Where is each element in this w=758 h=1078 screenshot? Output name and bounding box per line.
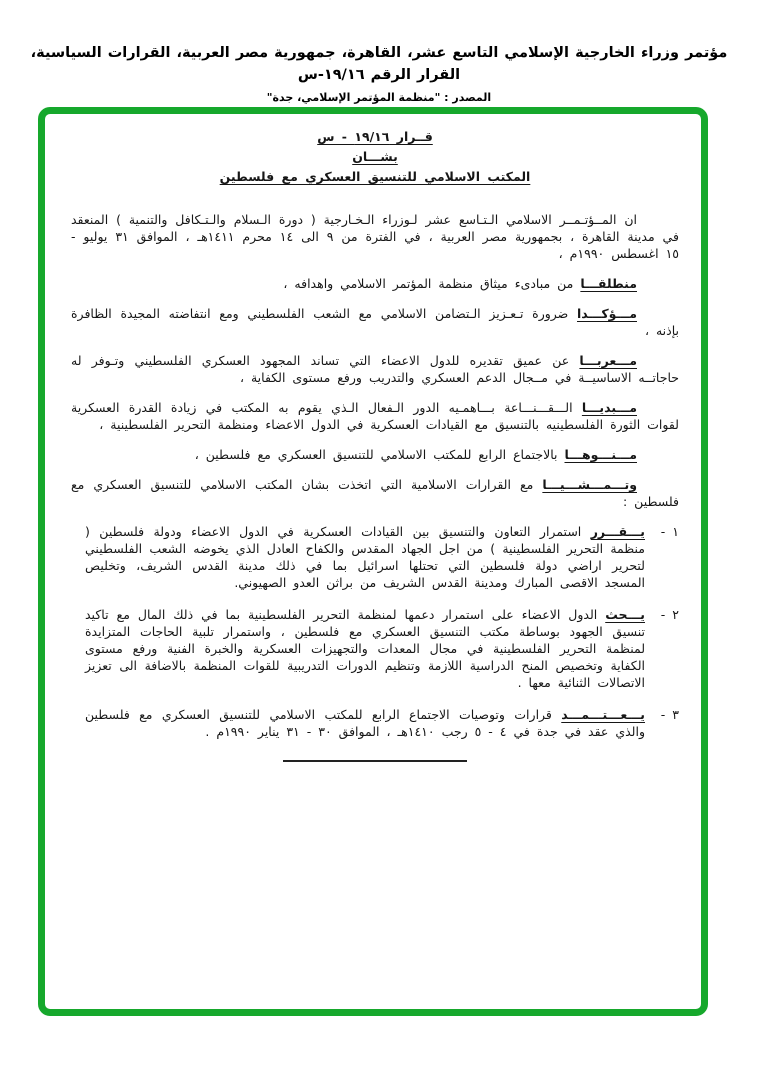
lead-word: مـــعربـــا	[579, 353, 637, 368]
preamble-paragraph	[71, 352, 679, 386]
resolution-title-block	[71, 128, 679, 185]
lead-word: منطلقـــا	[580, 276, 637, 291]
preamble-paragraph	[71, 305, 679, 339]
resolution-subject: المكتب الاسلامي للتنسيق العسكري مع فلسطين	[219, 169, 531, 184]
preamble-paragraph	[71, 446, 679, 463]
operative-items	[71, 523, 679, 740]
lead-word: مـــبديـــا	[581, 400, 637, 415]
item-text	[71, 523, 645, 591]
preamble-paragraph	[71, 476, 679, 510]
item-text	[71, 706, 645, 740]
preamble-paragraph	[71, 399, 679, 433]
closing-rule	[283, 760, 467, 762]
lead-word: مـــنـــوهـــا	[564, 447, 637, 462]
paragraph-text: الدول الاعضاء على استمرار دعمها لمنظمة التحرير الفلسطينية بما في ذلك المال مع تاكيد تنسيق الجهود بوساطة مكتب التنسيق العسكري مع فلسطين ، واستمرار تلبية الحاجات المتزايدة لمنظمة التحرير الفلسطينية في مجال المعدات والتجهيزات العسكرية والخبرة الفنية ورفع مستوى الكفاية وتخصيص المنح الدراسية اللازمة وتنظيم الدورات التدريبية للقوات المنظمة بالاضافة الى تعزيز الاتصالات الثنائية معها .	[85, 607, 645, 690]
paragraph-text: قرارات وتوصيات الاجتماع الرابع للمكتب الاسلامي للتنسيق العسكري مع فلسطين والذي عقد في جدة في ٤ - ٥ رجب ١٤١٠هـ ، الموافق ٣٠ - ٣١ يناير ١٩٩٠م .	[85, 707, 645, 739]
paragraph-text: عن عميق تقديره للدول الاعضاء التي تساند المجهود العسكري الفلسطيني وتـوفر له حاجاتــه الاساسيــة في مــجال الدعم العسكري والتدريب ورفع مستوى الكفاية ،	[71, 353, 679, 385]
lead-word: مـــؤكـــدا	[577, 306, 637, 321]
lead-word: يـــحث	[605, 607, 645, 622]
resolution-body	[71, 128, 679, 762]
item-number: ٢ -	[660, 607, 679, 622]
source-line: المصدر : "منظمة المؤتمر الإسلامي، جدة"	[266, 91, 492, 104]
resolution-subject-word: بشـــان	[352, 149, 398, 164]
lead-word: وتـــمـــشـــيـــا	[542, 477, 637, 492]
lead-word: يـــقـــرر	[590, 524, 645, 539]
item-1	[71, 523, 679, 591]
paragraph-text: استمرار التعاون والتنسيق بين القيادات العسكرية في الدول الاعضاء ودولة فلسطين ( منظمة التحرير الفلسطينية ) من اجل الجهاد المقدس والكفاح العادل الذي يخوضه الشعب الفلسطيني لتحرير اراضي دولة فلسطين التي تحتلها اسرائيل بما في ذلك مدينة القدس الشريف، وتخليص المسجد الاقصى المبارك ومدينة القدس الشريف من براثن العدو الصهيوني.	[85, 524, 645, 590]
preamble-paragraph	[71, 275, 679, 292]
item-text	[71, 606, 645, 691]
paragraph-text: بالاجتماع الرابع للمكتب الاسلامي للتنسيق العسكري مع فلسطين ،	[194, 447, 565, 462]
conference-title: مؤتمر وزراء الخارجية الإسلامي التاسع عشر، القاهرة، جمهورية مصر العربية، القرارات السياسية، القرار الرقم ١٩/١٦-س	[30, 45, 728, 83]
resolution-number: قــرار ١٩/١٦ - س	[317, 129, 433, 144]
item-number: ١ -	[660, 524, 679, 539]
paragraph-text: مع القرارات الاسلامية التي اتخذت بشان المكتب الاسلامي للتنسيق العسكري مع فلسطين :	[71, 477, 679, 509]
catalog-header	[0, 0, 758, 104]
item-2	[71, 606, 679, 691]
item-3	[71, 706, 679, 740]
paragraph-text: من مبادىء ميثاق منظمة المؤتمر الاسلامي واهدافه ،	[283, 276, 581, 291]
paragraph-text: الـــقـــنـــاعة بـــاهمـيه الدور الـفعال الـذي يقوم به المكتب في زيادة القدرة العسكرية لقوات الثورة الفلسطينيه بالتنسيق مع القيادات العسكرية في الدول الاعضاء ومنظمة التحرير الفلسطينية ،	[71, 400, 679, 432]
document-green-frame	[38, 107, 708, 1016]
paragraph-text: ضرورة تـعـزيز الـتضامن الاسلامي مع الشعب الفلسطيني ومع انتفاضته المجيدة الظافرة بإذنه ،	[71, 306, 679, 338]
paragraph-text: ان المــؤتـمــر الاسلامي الـتـاسع عشر لـوزراء الـخـارجية ( دورة الـسلام والـتـكافل والتنمية ) المنعقد في مدينة القاهرة ، بجمهورية مصر العربية ، في الفترة من ٩ الى ١٤ محرم ١٤١١هـ ، الموافق ٣١ يوليو - ١٥ اغسطس ١٩٩٠م ،	[71, 212, 679, 261]
preamble-paragraph	[71, 211, 679, 262]
lead-word: يـــعـــتـــمـــد	[561, 707, 645, 722]
item-number: ٣ -	[660, 707, 679, 722]
